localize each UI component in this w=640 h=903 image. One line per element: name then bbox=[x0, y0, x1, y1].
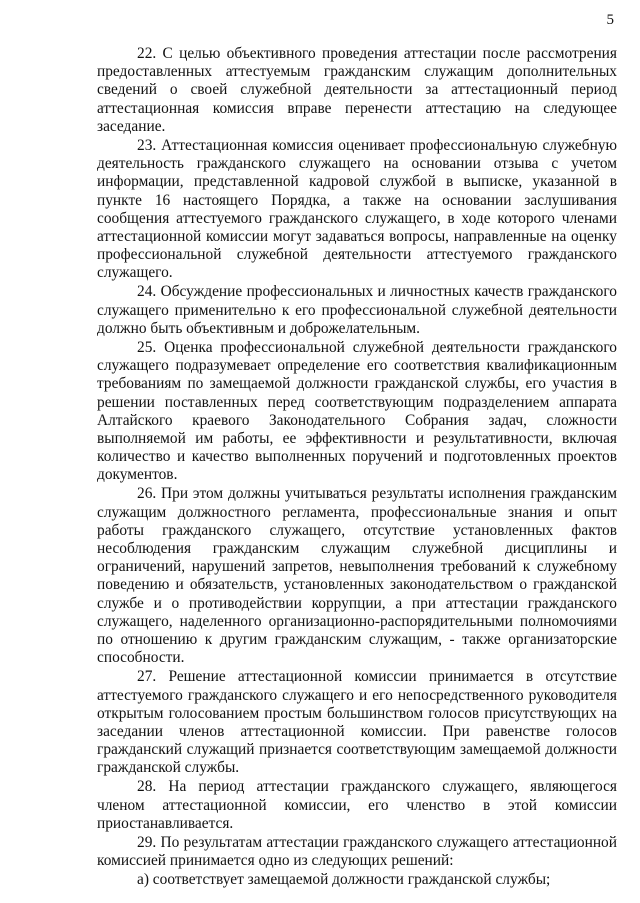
paragraph-29: 29. По результатам аттестации гражданского служащего аттестационной комиссией принимается одно из следующих решений: bbox=[97, 833, 617, 870]
page-number: 5 bbox=[606, 12, 614, 28]
paragraph-26: 26. При этом должны учитываться результаты исполнения гражданским служащим должностного регламента, профессиональные знания и опыт работы гражданского служащего, отсутствие установленных фактов несоблюдения гражданским служащим служебной дисциплины и ограничений, нарушений запретов, невыполнения требований к служебному поведению и обязательств, установленных законодательством о гражданской службе и о противодействии коррупции, а при аттестации гражданского служащего, наделенного организационно-распорядительными полномочиями по отношению к другим гражданским служащим, - также организаторские способности. bbox=[97, 485, 617, 667]
list-item-a: а) соответствует замещаемой должности гражданской службы; bbox=[137, 871, 551, 889]
paragraph-22: 22. С целью объективного проведения аттестации после рассмотрения предоставленных аттестуемым гражданским служащим дополнительных сведений о своей служебной деятельности за аттестационный период аттестационная комиссия вправе перенести аттестацию на следующее заседание. bbox=[97, 45, 617, 135]
paragraph-23: 23. Аттестационная комиссия оценивает профессиональную служебную деятельность гражданского служащего на основании отзыва с учетом информации, представленной кадровой службой в выписке, указанной в пункте 16 настоящего Порядка, а также на основании заслушивания сообщения аттестуемого гражданского служащего, в ходе которого членами аттестационной комиссии могут задаваться вопросы, направленные на оценку профессиональной служебной деятельности аттестуемого гражданского служащего. bbox=[97, 136, 617, 282]
paragraph-25: 25. Оценка профессиональной служебной деятельности гражданского служащего подразумевает определение его соответствия квалификационным требованиям по замещаемой должности гражданской службы, его участия в решении поставленных перед соответствующим подразделением аппарата Алтайского краевого Законодательного Собрания задач, сложности выполняемой им работы, ее эффективности и результативности, включая количество и качество выполненных поручений и подготовленных проектов документов. bbox=[97, 338, 617, 484]
document-body bbox=[97, 45, 617, 890]
paragraph-24: 24. Обсуждение профессиональных и личностных качеств гражданского служащего применительно к его профессиональной служебной деятельности должно быть объективным и доброжелательным. bbox=[97, 283, 617, 337]
paragraph-28: 28. На период аттестации гражданского служащего, являющегося членом аттестационной комиссии, его членство в этой комиссии приостанавливается. bbox=[97, 778, 617, 832]
paragraph-27: 27. Решение аттестационной комиссии принимается в отсутствие аттестуемого гражданского служащего и его непосредственного руководителя открытым голосованием простым большинством голосов присутствующих на заседании членов аттестационной комиссии. При равенстве голосов гражданский служащий признается соответствующим замещаемой должности гражданской службы. bbox=[97, 668, 617, 777]
